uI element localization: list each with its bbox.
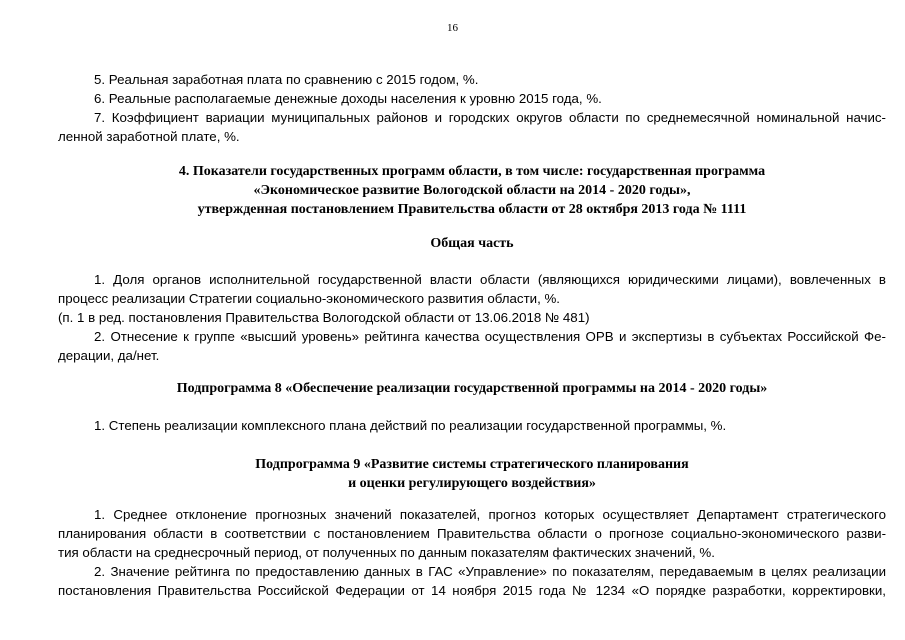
general-part-heading (58, 234, 886, 253)
heading-line: Подпрограмма 9 «Развитие системы стратегического планирования (255, 457, 689, 472)
list-item-continuation: тия области на среднесрочный период, от полученных по данным показателям фактических значений, %. (58, 545, 715, 560)
list-item-continuation: процесс реализации Стратегии социально-экономического развития области, %. (58, 291, 560, 306)
heading-line: и оценки регулирующего воздействия» (348, 476, 596, 491)
page-number: 16 (447, 22, 458, 34)
list-item: 1. Среднее отклонение прогнозных значений показателей, прогноз которых осуществляет Департамент стратегического (94, 507, 886, 522)
subprogram-8-items (58, 416, 886, 435)
list-item: 2. Значение рейтинга по предоставлению данных в ГАС «Управление» по показателям, передаваемым в целях реализации (94, 564, 886, 579)
list-item: 2. Отнесение к группе «высший уровень» рейтинга качества осуществления ОРВ и экспертизы в субъектах Российской Фе- (94, 329, 886, 344)
subprogram-8-heading (58, 379, 886, 398)
list-item: 1. Степень реализации комплексного плана действий по реализации государственной программы, %. (94, 418, 727, 433)
top-items-list (58, 70, 886, 146)
list-item-continuation: постановления Правительства Российской Федерации от 14 ноября 2015 года № 1234 «О порядке разработки, корректировки, (58, 583, 886, 598)
list-item-continuation: планирования области в соответствии с постановлением Правительства области о прогнозе социально-экономического разви- (58, 526, 886, 541)
heading-line: 4. Показатели государственных программ области, в том числе: государственная программа (178, 164, 766, 179)
amendment-note: (п. 1 в ред. постановления Правительства Вологодской области от 13.06.2018 № 481) (58, 310, 590, 325)
subprogram-9-heading (58, 455, 886, 493)
general-items-list (58, 270, 886, 365)
list-item: 1. Доля органов исполнительной государственной власти области (являющихся юридическими лицами), вовлеченных в (94, 272, 886, 287)
list-item-continuation: ленной заработной плате, %. (58, 129, 240, 144)
list-item: 7. Коэффициент вариации муниципальных районов и городских округов области по среднемесячной номинальной начис- (94, 110, 886, 125)
list-item-continuation: дерации, да/нет. (58, 348, 160, 363)
heading-line: утвержденная постановлением Правительства области от 28 октября 2013 года № 1111 (197, 202, 747, 217)
section-4-heading (58, 162, 886, 219)
heading-line: Подпрограмма 8 «Обеспечение реализации государственной программы на 2014 - 2020 годы» (176, 381, 768, 396)
heading-line: «Экономическое развитие Вологодской области на 2014 - 2020 годы», (253, 183, 691, 198)
subprogram-9-items (58, 505, 886, 600)
list-item: 5. Реальная заработная плата по сравнению с 2015 годом, %. (94, 72, 479, 87)
heading-line: Общая часть (430, 236, 514, 251)
list-item: 6. Реальные располагаемые денежные доходы населения к уровню 2015 года, %. (94, 91, 602, 106)
